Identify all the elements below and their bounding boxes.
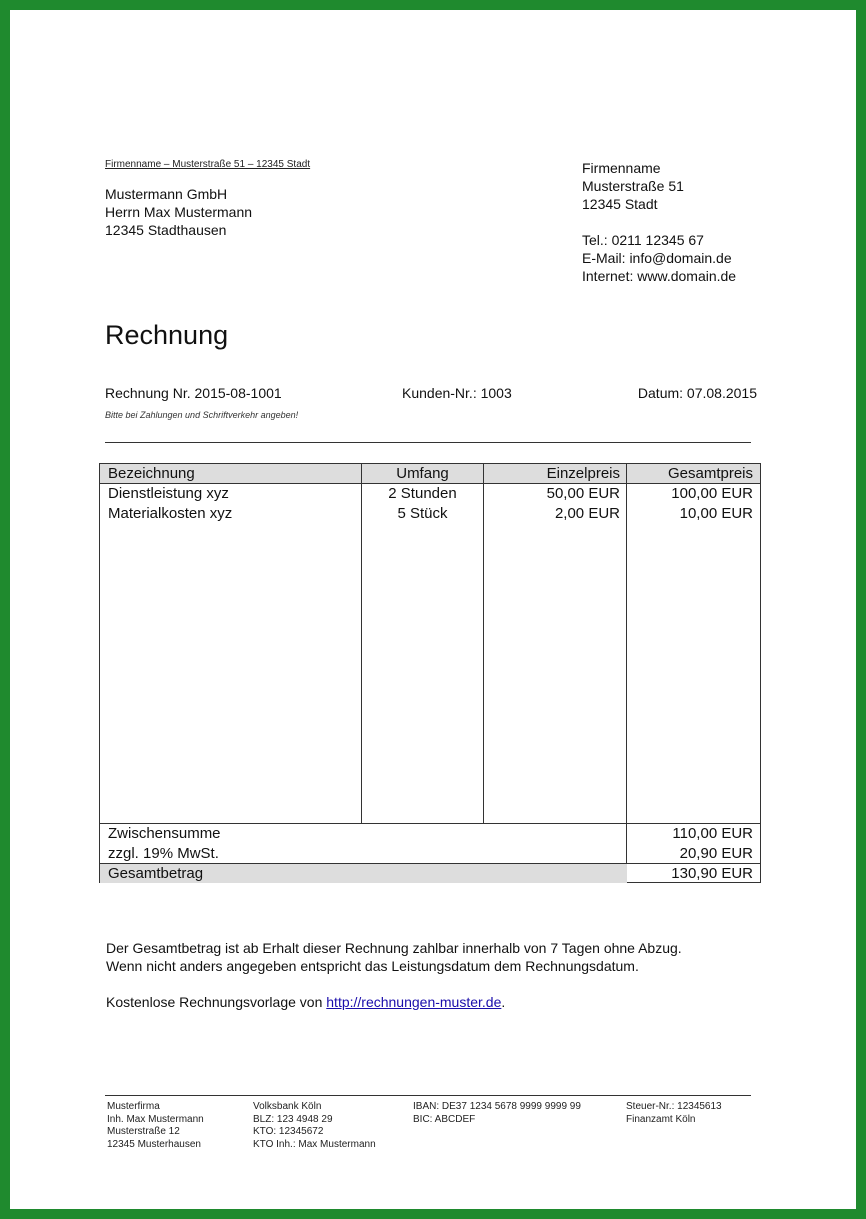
footer-line: Musterstraße 12: [107, 1126, 180, 1137]
recipient-address: [105, 185, 252, 239]
row-description: Materialkosten xyz: [108, 505, 233, 522]
footer-line: IBAN: DE37 1234 5678 9999 9999 99: [413, 1101, 581, 1112]
tax-value: 20,90 EUR: [679, 845, 753, 862]
footer-line: KTO: 12345672: [253, 1126, 324, 1137]
footer-line: BIC: ABCDEF: [413, 1113, 476, 1125]
footer-company: [107, 1101, 204, 1151]
recipient-company: Mustermann GmbH: [105, 186, 228, 202]
row-unit-price: 50,00 EUR: [546, 485, 620, 502]
footer-line: Volksbank Köln: [253, 1101, 322, 1112]
footer-line: Steuer-Nr.: 12345613: [626, 1101, 722, 1112]
row-unit-price: 2,00 EUR: [554, 505, 620, 522]
row-total-price: 100,00 EUR: [671, 485, 753, 502]
total-label: Gesamtbetrag: [108, 865, 204, 882]
customer-number: Kunden-Nr.: 1003: [402, 385, 512, 401]
tax-label: zzgl. 19% MwSt.: [108, 845, 219, 862]
row-total-price: 10,00 EUR: [679, 505, 753, 522]
company-name: Firmenname: [582, 160, 661, 176]
footer-divider: [105, 1095, 751, 1096]
footer-bank: [253, 1101, 376, 1151]
column-divider: [483, 464, 484, 823]
header-quantity: Umfang: [396, 465, 449, 482]
company-phone: Tel.: 0211 12345 67: [582, 232, 704, 248]
footer-line: Inh. Max Mustermann: [107, 1113, 204, 1125]
footer-line: Finanzamt Köln: [626, 1113, 696, 1125]
footer-line: 12345 Musterhausen: [107, 1138, 201, 1150]
template-link[interactable]: http://rechnungen-muster.de: [326, 994, 502, 1010]
header-divider: [105, 442, 751, 443]
template-credit: [106, 993, 726, 1011]
footer-line: KTO Inh.: Max Mustermann: [253, 1138, 376, 1150]
invoice-number: Rechnung Nr. 2015-08-1001: [105, 385, 282, 401]
row-description: Dienstleistung xyz: [108, 485, 229, 502]
sender-return-line: Firmenname – Musterstraße 51 – 12345 Stadt: [105, 159, 311, 170]
company-street: Musterstraße 51: [582, 178, 684, 194]
template-credit-text: Kostenlose Rechnungsvorlage von: [106, 994, 327, 1010]
total-value: 130,90 EUR: [671, 865, 753, 882]
header-total-price: Gesamtpreis: [667, 465, 753, 482]
row-quantity: 2 Stunden: [388, 485, 457, 502]
company-city: 12345 Stadt: [582, 196, 658, 212]
summary-divider: [100, 823, 760, 824]
subtotal-label: Zwischensumme: [108, 825, 221, 842]
payment-terms: Der Gesamtbetrag ist ab Erhalt dieser Rechnung zahlbar innerhalb von 7 Tagen ohne Abzug.: [106, 940, 682, 956]
recipient-city: 12345 Stadthausen: [105, 222, 227, 238]
document-title: Rechnung: [105, 320, 229, 350]
footer-line: Musterfirma: [107, 1101, 160, 1112]
subtotal-value: 110,00 EUR: [672, 825, 753, 842]
company-email: E-Mail: info@domain.de: [582, 250, 732, 266]
footer-line: BLZ: 123 4948 29: [253, 1113, 333, 1125]
reference-hint: Bitte bei Zahlungen und Schriftverkehr angeben!: [105, 410, 299, 420]
row-quantity: 5 Stück: [397, 505, 448, 522]
footer-tax: [626, 1101, 722, 1126]
recipient-person: Herrn Max Mustermann: [105, 204, 253, 220]
total-divider: [627, 863, 760, 864]
header-description: Bezeichnung: [108, 465, 195, 482]
invoice-page: [10, 10, 856, 1209]
footer-iban: [413, 1101, 581, 1126]
service-date-note: Wenn nicht anders angegeben entspricht das Leistungsdatum dem Rechnungsdatum.: [106, 958, 639, 974]
table-header: [100, 464, 760, 484]
template-credit-suffix: .: [501, 994, 506, 1010]
invoice-date: Datum: 07.08.2015: [637, 385, 757, 401]
header-unit-price: Einzelpreis: [546, 465, 620, 482]
column-divider: [626, 464, 627, 882]
payment-notes: [106, 939, 726, 1011]
company-info: [582, 159, 736, 285]
invoice-table: [99, 463, 761, 883]
company-web: Internet: www.domain.de: [582, 268, 737, 284]
